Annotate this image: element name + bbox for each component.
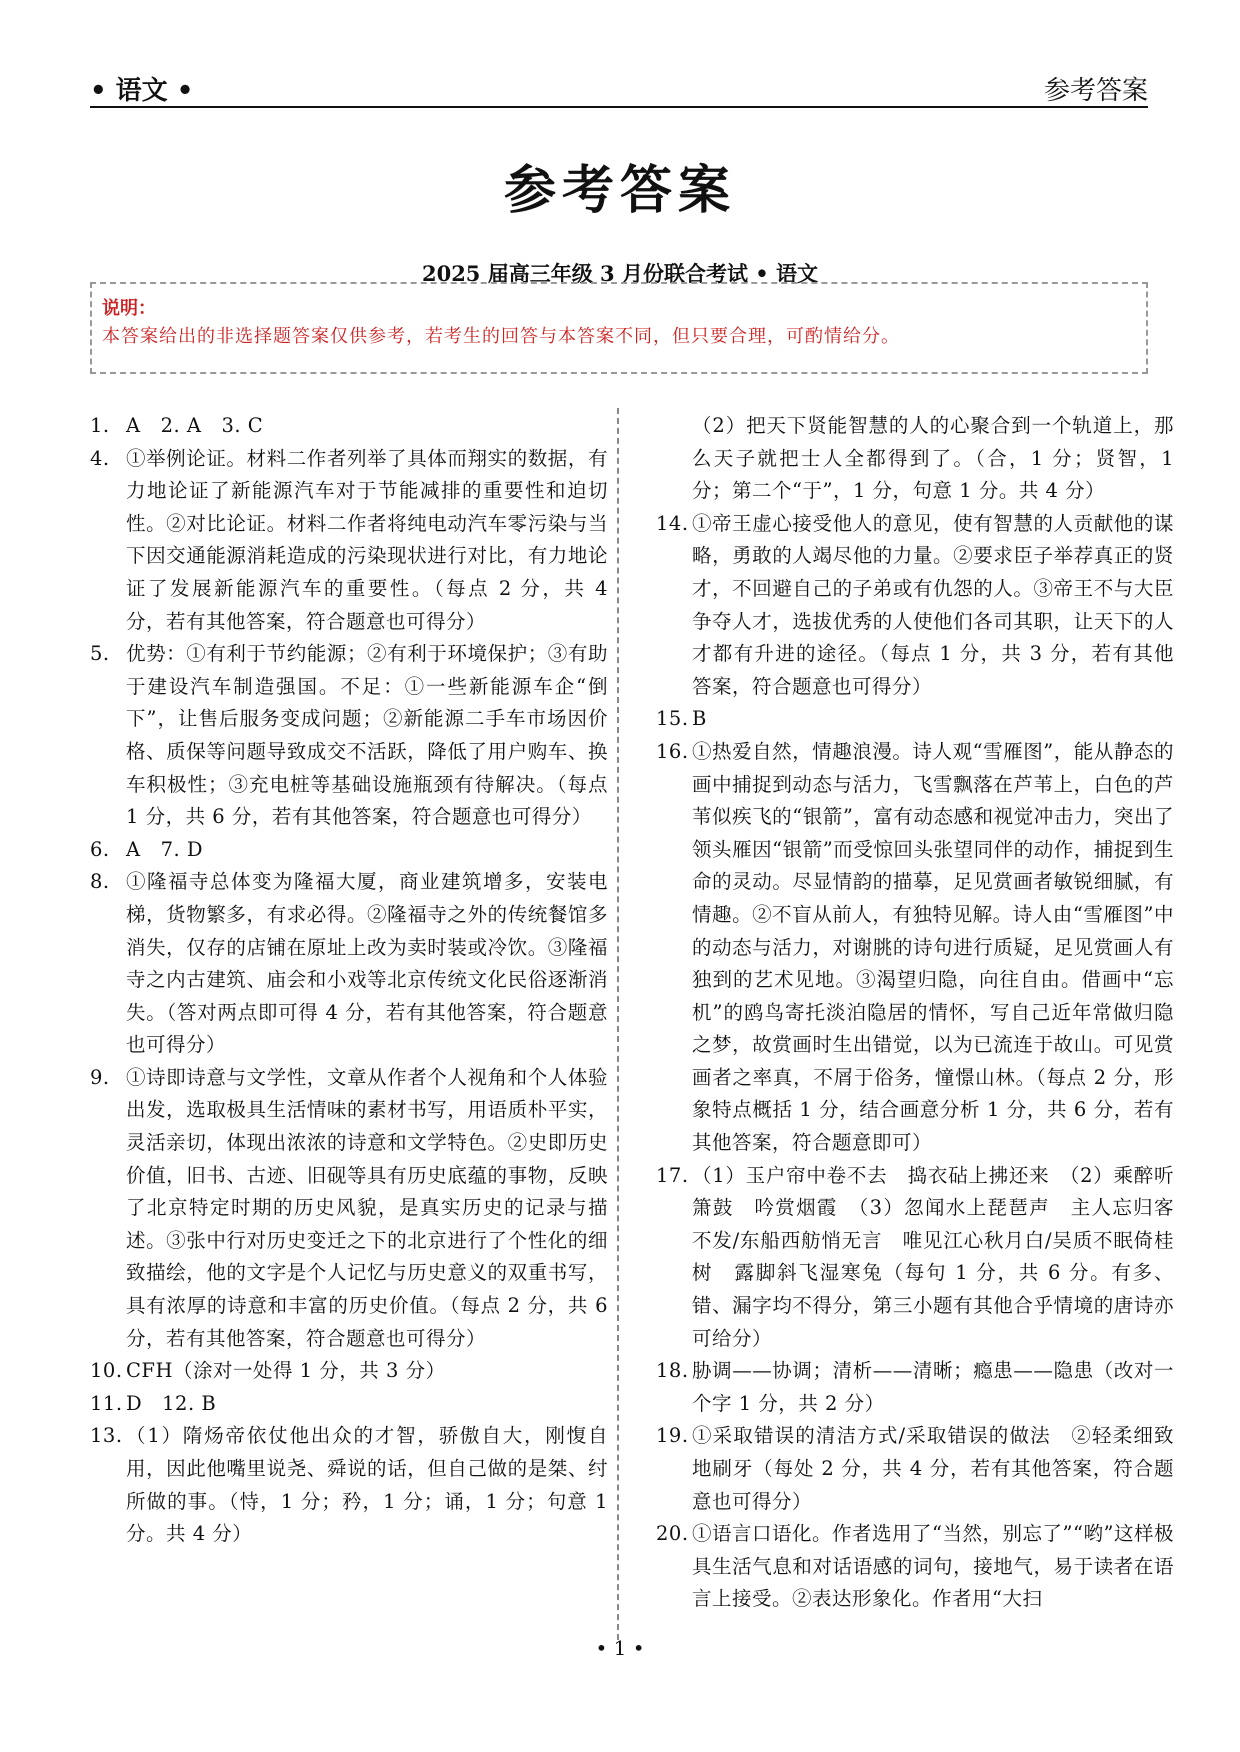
- answer-number: 5.: [90, 642, 110, 666]
- answer-number: 20.: [656, 1522, 689, 1546]
- page-number: • 1 •: [595, 1636, 645, 1660]
- answer-text: ①帝王虚心接受他人的意见，使有智慧的人贡献他的谋略，勇敢的人竭尽他的力量。②要求臣子举荐真正的贤才，不回避自己的子弟或有仇怨的人。③帝王不与大臣争夺人才，选拔优秀的人使他们各司其职，让天下的人才都有升进的途径。（每点 1 分，共 3 分，若有其他答案，符合题意也可得分）: [692, 511, 1174, 698]
- answer-number: 6.: [90, 837, 110, 861]
- answer-text: B: [692, 707, 707, 731]
- note-heading: 说明：: [102, 298, 156, 319]
- answer-text: （1）隋炀帝依仗他出众的才智，骄傲自大，刚愎自用，因此他嘴里说尧、舜说的话，但自己做的是桀、纣所做的事。（恃，1 分；矜，1 分；诵，1 分；句意 1 分。共 4 分）: [126, 1424, 608, 1546]
- answer-number: 1.: [90, 414, 110, 437]
- answer-item: [90, 834, 608, 867]
- answer-item: [656, 1420, 1174, 1518]
- answer-item: [656, 1355, 1174, 1420]
- answer-text: CFH（涂对一处得 1 分，共 3 分）: [126, 1359, 446, 1383]
- answer-text: （1）玉户帘中卷不去 捣衣砧上拂还来 （2）乘醉听箫鼓 吟赏烟霞 （3）忽闻水上琵琶声 主人忘归客不发/东船西舫悄无言 唯见江心秋月白/吴质不眠倚桂树 露脚斜飞湿寒兔（每句 1 分，共 6 分。有多、错、漏字均不得分，第三小题有其他合乎情境的唐诗亦可给分）: [692, 1163, 1174, 1350]
- answer-item: [90, 1388, 608, 1421]
- answer-item: [656, 1160, 1174, 1356]
- answer-number: 13.: [90, 1424, 123, 1448]
- answer-item: [90, 1062, 608, 1355]
- answer-number: 14.: [656, 511, 689, 535]
- answer-item: [90, 638, 608, 834]
- answer-item: [90, 1420, 608, 1550]
- answers-right-column: [656, 410, 1174, 1616]
- answer-text: ①隆福寺总体变为隆福大厦，商业建筑增多，安装电梯，货物繁多，有求必得。②隆福寺之外的传统餐馆多消失，仅存的店铺在原址上改为卖时装或冷饮。③隆福寺之内古建筑、庙会和小戏等北京传统文化民俗逐渐消失。（答对两点即可得 4 分，若有其他答案，符合题意也可得分）: [126, 870, 608, 1057]
- answer-text: A 2. A 3. C: [126, 414, 264, 437]
- answer-item: [90, 443, 608, 639]
- instruction-note: [90, 282, 1148, 374]
- answer-text: ①诗即诗意与文学性，文章从作者个人视角和个人体验出发，选取极具生活情味的素材书写，用语质朴平实，灵活亲切，体现出浓浓的诗意和文学特色。②史即历史价值，旧书、古迹、旧砚等具有历史底蕴的事物，反映了北京特定时期的历史风貌，是真实历史的记录与描述。③张中行对历史变迁之下的北京进行了个性化的细致描绘，他的文字是个人记忆与历史意义的双重书写，具有浓厚的诗意和丰富的历史价值。（每点 2 分，共 6 分，若有其他答案，符合题意也可得分）: [126, 1065, 608, 1350]
- answer-item: [656, 736, 1174, 1160]
- answer-item: [656, 410, 1174, 508]
- answers-left-column: [90, 410, 608, 1551]
- answer-text: ①热爱自然，情趣浪漫。诗人观“雪雁图”，能从静态的画中捕捉到动态与活力，飞雪飘落在芦苇上，白色的芦苇似疾飞的“银箭”，富有动态感和视觉冲击力，突出了领头雁因“银箭”而受惊回头张望同伴的动作，捕捉到生命的灵动。尽显情韵的描摹，足见赏画者敏锐细腻，有情趣。②不盲从前人，有独特见解。诗人由“雪雁图”中的动态与活力，对谢朓的诗句进行质疑，足见赏画人有独到的艺术见地。③渴望归隐，向往自由。借画中“忘机”的鸥鸟寄托淡泊隐居的情怀，写自己近年常做归隐之梦，故赏画时生出错觉，以为已流连于故山。可见赏画者之率真，不屑于俗务，憧憬山林。（每点 2 分，形象特点概括 1 分，结合画意分析 1 分，共 6 分，若有其他答案，符合题意即可）: [692, 739, 1174, 1155]
- answer-number: 16.: [656, 739, 689, 763]
- answer-number: 17.: [656, 1163, 689, 1187]
- answer-number: 18.: [656, 1359, 689, 1383]
- answer-item: [656, 1518, 1174, 1616]
- answer-text: ①举例论证。材料二作者列举了具体而翔实的数据，有力地论证了新能源汽车对于节能减排的重要性和迫切性。②对比论证。材料二作者将纯电动汽车零污染与当下因交通能源消耗造成的污染现状进行对比，有力地论证了发展新能源汽车的重要性。（每点 2 分，共 4 分，若有其他答案，符合题意也可得分）: [126, 446, 608, 633]
- answer-text: D 12. B: [126, 1391, 217, 1415]
- answer-item: [656, 508, 1174, 704]
- answer-number: 15.: [656, 707, 689, 731]
- answer-number: 8.: [90, 870, 110, 894]
- answer-text: ①采取错误的清洁方式/采取错误的做法 ②轻柔细致地刷牙（每处 2 分，共 4 分，若有其他答案，符合题意也可得分）: [692, 1424, 1174, 1513]
- answer-text: ①语言口语化。作者选用了“当然，别忘了”“哟”这样极具生活气息和对话语感的词句，接地气，易于读者在语言上接受。②表达形象化。作者用“大扫: [692, 1522, 1174, 1611]
- answer-number: 9.: [90, 1065, 110, 1089]
- answer-text: 胁调——协调；清析——清晰；瘾患——隐患（改对一个字 1 分，共 2 分）: [692, 1359, 1174, 1415]
- answer-number: 19.: [656, 1424, 689, 1448]
- page-title: 参考答案: [503, 161, 736, 221]
- answer-text: A 7. D: [126, 837, 204, 861]
- page-header: [90, 70, 1148, 108]
- column-divider: [617, 408, 619, 1640]
- answer-item: [90, 1355, 608, 1388]
- answer-number: 4.: [90, 446, 110, 470]
- answer-text: （2）把天下贤能智慧的人的心聚合到一个轨道上，那么天子就把士人全都得到了。（合，1 分；贤智，1 分；第二个“于”，1 分，句意 1 分。共 4 分）: [692, 414, 1174, 503]
- subject-label: • 语文 •: [90, 76, 194, 106]
- exam-title: 2025 届高三年级 3 月份联合考试 • 语文: [421, 261, 819, 286]
- answer-number: 11.: [90, 1391, 123, 1415]
- answer-item: [90, 866, 608, 1062]
- section-label: 参考答案: [1043, 76, 1148, 106]
- answer-text: 优势：①有利于节约能源；②有利于环境保护；③有助于建设汽车制造强国。不足：①一些新能源车企“倒下”，让售后服务变成问题；②新能源二手车市场因价格、质保等问题导致成交不活跃，降低了用户购车、换车积极性；③充电桩等基础设施瓶颈有待解决。（每点 1 分，共 6 分，若有其他答案，符合题意也可得分）: [126, 642, 608, 829]
- note-text: 本答案给出的非选择题答案仅供参考，若考生的回答与本答案不同，但只要合理，可酌情给分。: [102, 326, 900, 347]
- answer-number: 10.: [90, 1359, 123, 1383]
- answer-item: [90, 410, 608, 443]
- answer-item: [656, 703, 1174, 736]
